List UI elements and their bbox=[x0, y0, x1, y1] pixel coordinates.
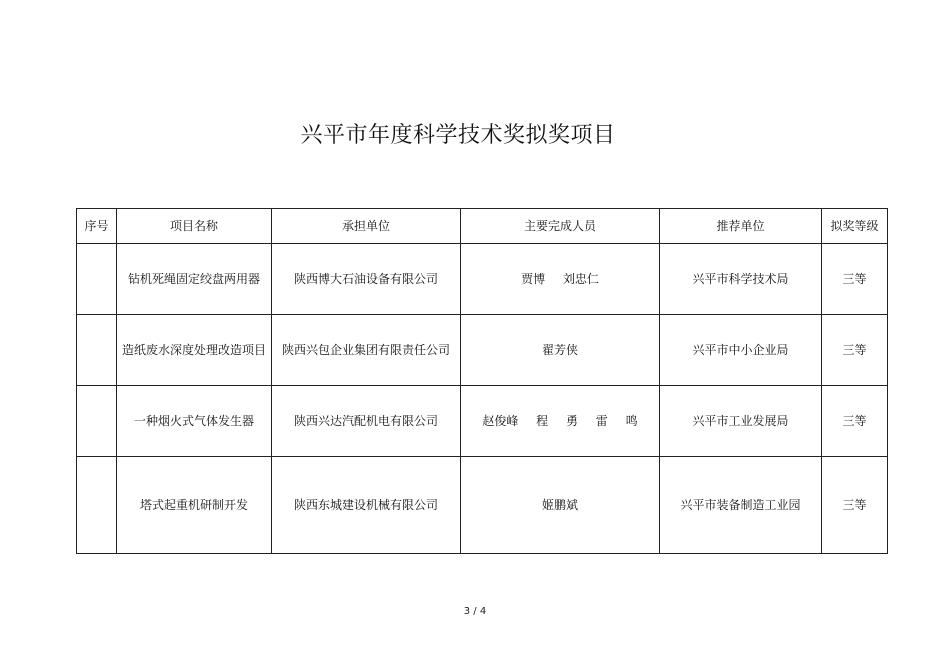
cell-award-level: 三等 bbox=[822, 315, 888, 386]
table-row bbox=[77, 315, 888, 386]
cell-personnel: 翟芳侠 bbox=[461, 315, 660, 386]
cell-project-name: 造纸废水深度处理改造项目 bbox=[117, 315, 272, 386]
cell-personnel: 赵俊峰 程 勇 雷 鸣 bbox=[461, 386, 660, 457]
header-undertaking-unit: 承担单位 bbox=[272, 209, 461, 244]
cell-personnel: 姬鹏斌 bbox=[461, 457, 660, 554]
cell-undertaking-unit: 陕西东城建设机械有限公司 bbox=[272, 457, 461, 554]
cell-project-name: 塔式起重机研制开发 bbox=[117, 457, 272, 554]
cell-project-name: 钻机死绳固定绞盘两用器 bbox=[117, 244, 272, 315]
cell-recommending-unit: 兴平市中小企业局 bbox=[660, 315, 822, 386]
cell-undertaking-unit: 陕西博大石油设备有限公司 bbox=[272, 244, 461, 315]
header-index: 序号 bbox=[77, 209, 117, 244]
header-recommending-unit: 推荐单位 bbox=[660, 209, 822, 244]
cell-award-level: 三等 bbox=[822, 457, 888, 554]
award-table bbox=[76, 208, 888, 554]
cell-recommending-unit: 兴平市科学技术局 bbox=[660, 244, 822, 315]
header-project-name: 项目名称 bbox=[117, 209, 272, 244]
cell-project-name: 一种烟火式气体发生器 bbox=[117, 386, 272, 457]
cell-personnel: 贾博 刘忠仁 bbox=[461, 244, 660, 315]
cell-index bbox=[77, 244, 117, 315]
cell-index bbox=[77, 386, 117, 457]
header-personnel: 主要完成人员 bbox=[461, 209, 660, 244]
cell-index bbox=[77, 457, 117, 554]
header-award-level: 拟奖等级 bbox=[822, 209, 888, 244]
table-row bbox=[77, 457, 888, 554]
cell-undertaking-unit: 陕西兴包企业集团有限责任公司 bbox=[272, 315, 461, 386]
cell-recommending-unit: 兴平市工业发展局 bbox=[660, 386, 822, 457]
cell-recommending-unit: 兴平市装备制造工业园 bbox=[660, 457, 822, 554]
cell-undertaking-unit: 陕西兴达汽配机电有限公司 bbox=[272, 386, 461, 457]
table-row bbox=[77, 244, 888, 315]
cell-index bbox=[77, 315, 117, 386]
cell-award-level: 三等 bbox=[822, 244, 888, 315]
cell-award-level: 三等 bbox=[822, 386, 888, 457]
table-row bbox=[77, 386, 888, 457]
table-header-row bbox=[77, 209, 888, 244]
page-indicator: 3 / 4 bbox=[463, 606, 487, 617]
document-title: 兴平市年度科学技术奖拟奖项目 bbox=[300, 123, 616, 148]
